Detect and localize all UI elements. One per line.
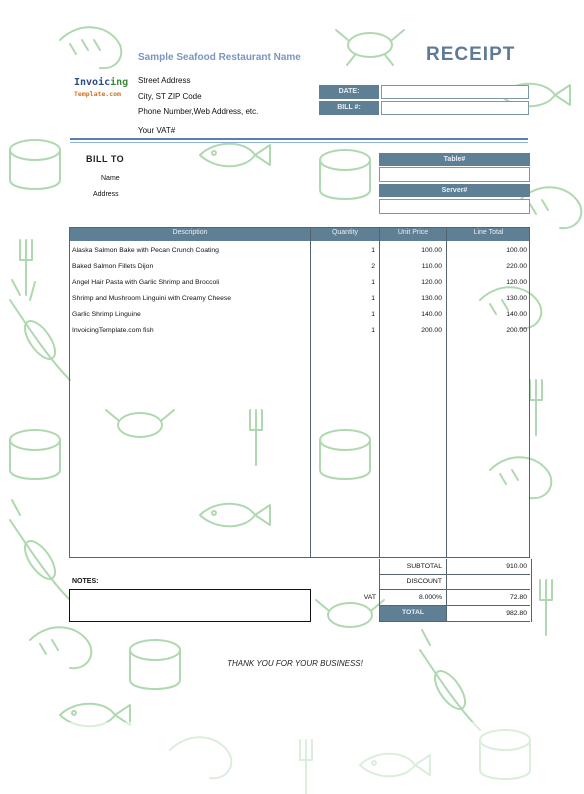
contact-info: Phone Number,Web Address, etc. (138, 107, 259, 116)
item-quantity: 2 (371, 263, 375, 270)
item-line-total: 200.00 (506, 327, 527, 334)
item-unit-price: 130.00 (421, 295, 442, 302)
header-divider (70, 138, 528, 140)
item-line-total: 130.00 (506, 295, 527, 302)
column-divider (310, 228, 311, 557)
bill-number-label: BILL #: (319, 101, 379, 115)
totals-divider (379, 589, 530, 590)
discount-label: DISCOUNT (406, 578, 442, 585)
city-state-zip: City, ST ZIP Code (138, 92, 202, 101)
column-header-description: Description (172, 229, 208, 236)
item-description: Shrimp and Mushroom Linguini with Creamy Cheese (72, 295, 232, 302)
bill-to-name-label: Name (101, 175, 120, 182)
date-label: DATE: (319, 85, 379, 99)
invoicing-template-logo: Invoicing Template.com (74, 77, 129, 98)
item-quantity: 1 (371, 279, 375, 286)
bill-to-address-label: Address (93, 191, 119, 198)
item-description: Alaska Salmon Bake with Pecan Crunch Coating (72, 247, 219, 254)
item-unit-price: 140.00 (421, 311, 442, 318)
restaurant-name: Sample Seafood Restaurant Name (138, 52, 301, 63)
street-address: Street Address (138, 76, 191, 85)
subtotal-label: SUBTOTAL (406, 563, 442, 570)
column-divider (446, 228, 447, 557)
vat-rate[interactable]: 8.000% (418, 594, 442, 601)
item-unit-price: 110.00 (421, 263, 442, 270)
thank-you-message: THANK YOU FOR YOUR BUSINESS! (215, 655, 375, 673)
server-number-field[interactable] (379, 199, 530, 214)
notes-label: NOTES: (72, 578, 99, 585)
table-number-label: Table# (379, 153, 530, 166)
table-number-field[interactable] (379, 167, 530, 182)
item-quantity: 1 (371, 247, 375, 254)
bill-number-field[interactable] (381, 101, 529, 115)
vat-label: VAT (363, 594, 376, 601)
date-field[interactable] (381, 85, 529, 99)
total-label: TOTAL (401, 609, 425, 616)
item-unit-price: 100.00 (421, 247, 442, 254)
totals-divider (379, 574, 530, 575)
total-value: 982.80 (506, 610, 527, 617)
bill-to-heading: BILL TO (86, 154, 125, 164)
server-number-label: Server# (379, 184, 530, 197)
column-divider (379, 228, 380, 557)
column-header-line-total: Line Total (473, 229, 504, 236)
totals-divider (379, 621, 530, 622)
item-description: InvoicingTemplate.com fish (72, 327, 154, 334)
notes-field[interactable] (69, 589, 311, 622)
item-unit-price: 200.00 (421, 327, 442, 334)
page-title: RECEIPT (426, 44, 516, 65)
column-header-quantity: Quantity (331, 229, 359, 236)
item-line-total: 220.00 (506, 263, 527, 270)
items-table (69, 227, 530, 558)
item-line-total: 120.00 (506, 279, 527, 286)
item-line-total: 100.00 (506, 247, 527, 254)
item-description: Baked Salmon Fillets Dijon (72, 263, 154, 270)
vat-number: Your VAT# (138, 126, 176, 135)
item-unit-price: 120.00 (421, 279, 442, 286)
header-divider-thin (70, 142, 528, 143)
item-line-total: 140.00 (506, 311, 527, 318)
vat-value: 72.80 (509, 594, 527, 601)
column-header-unit-price: Unit Price (397, 229, 429, 236)
item-quantity: 1 (371, 327, 375, 334)
item-quantity: 1 (371, 311, 375, 318)
item-quantity: 1 (371, 295, 375, 302)
item-description: Angel Hair Pasta with Garlic Shrimp and Broccoli (72, 279, 220, 286)
item-description: Garlic Shrimp Linguine (72, 311, 141, 318)
subtotal-value: 910.00 (506, 563, 527, 570)
